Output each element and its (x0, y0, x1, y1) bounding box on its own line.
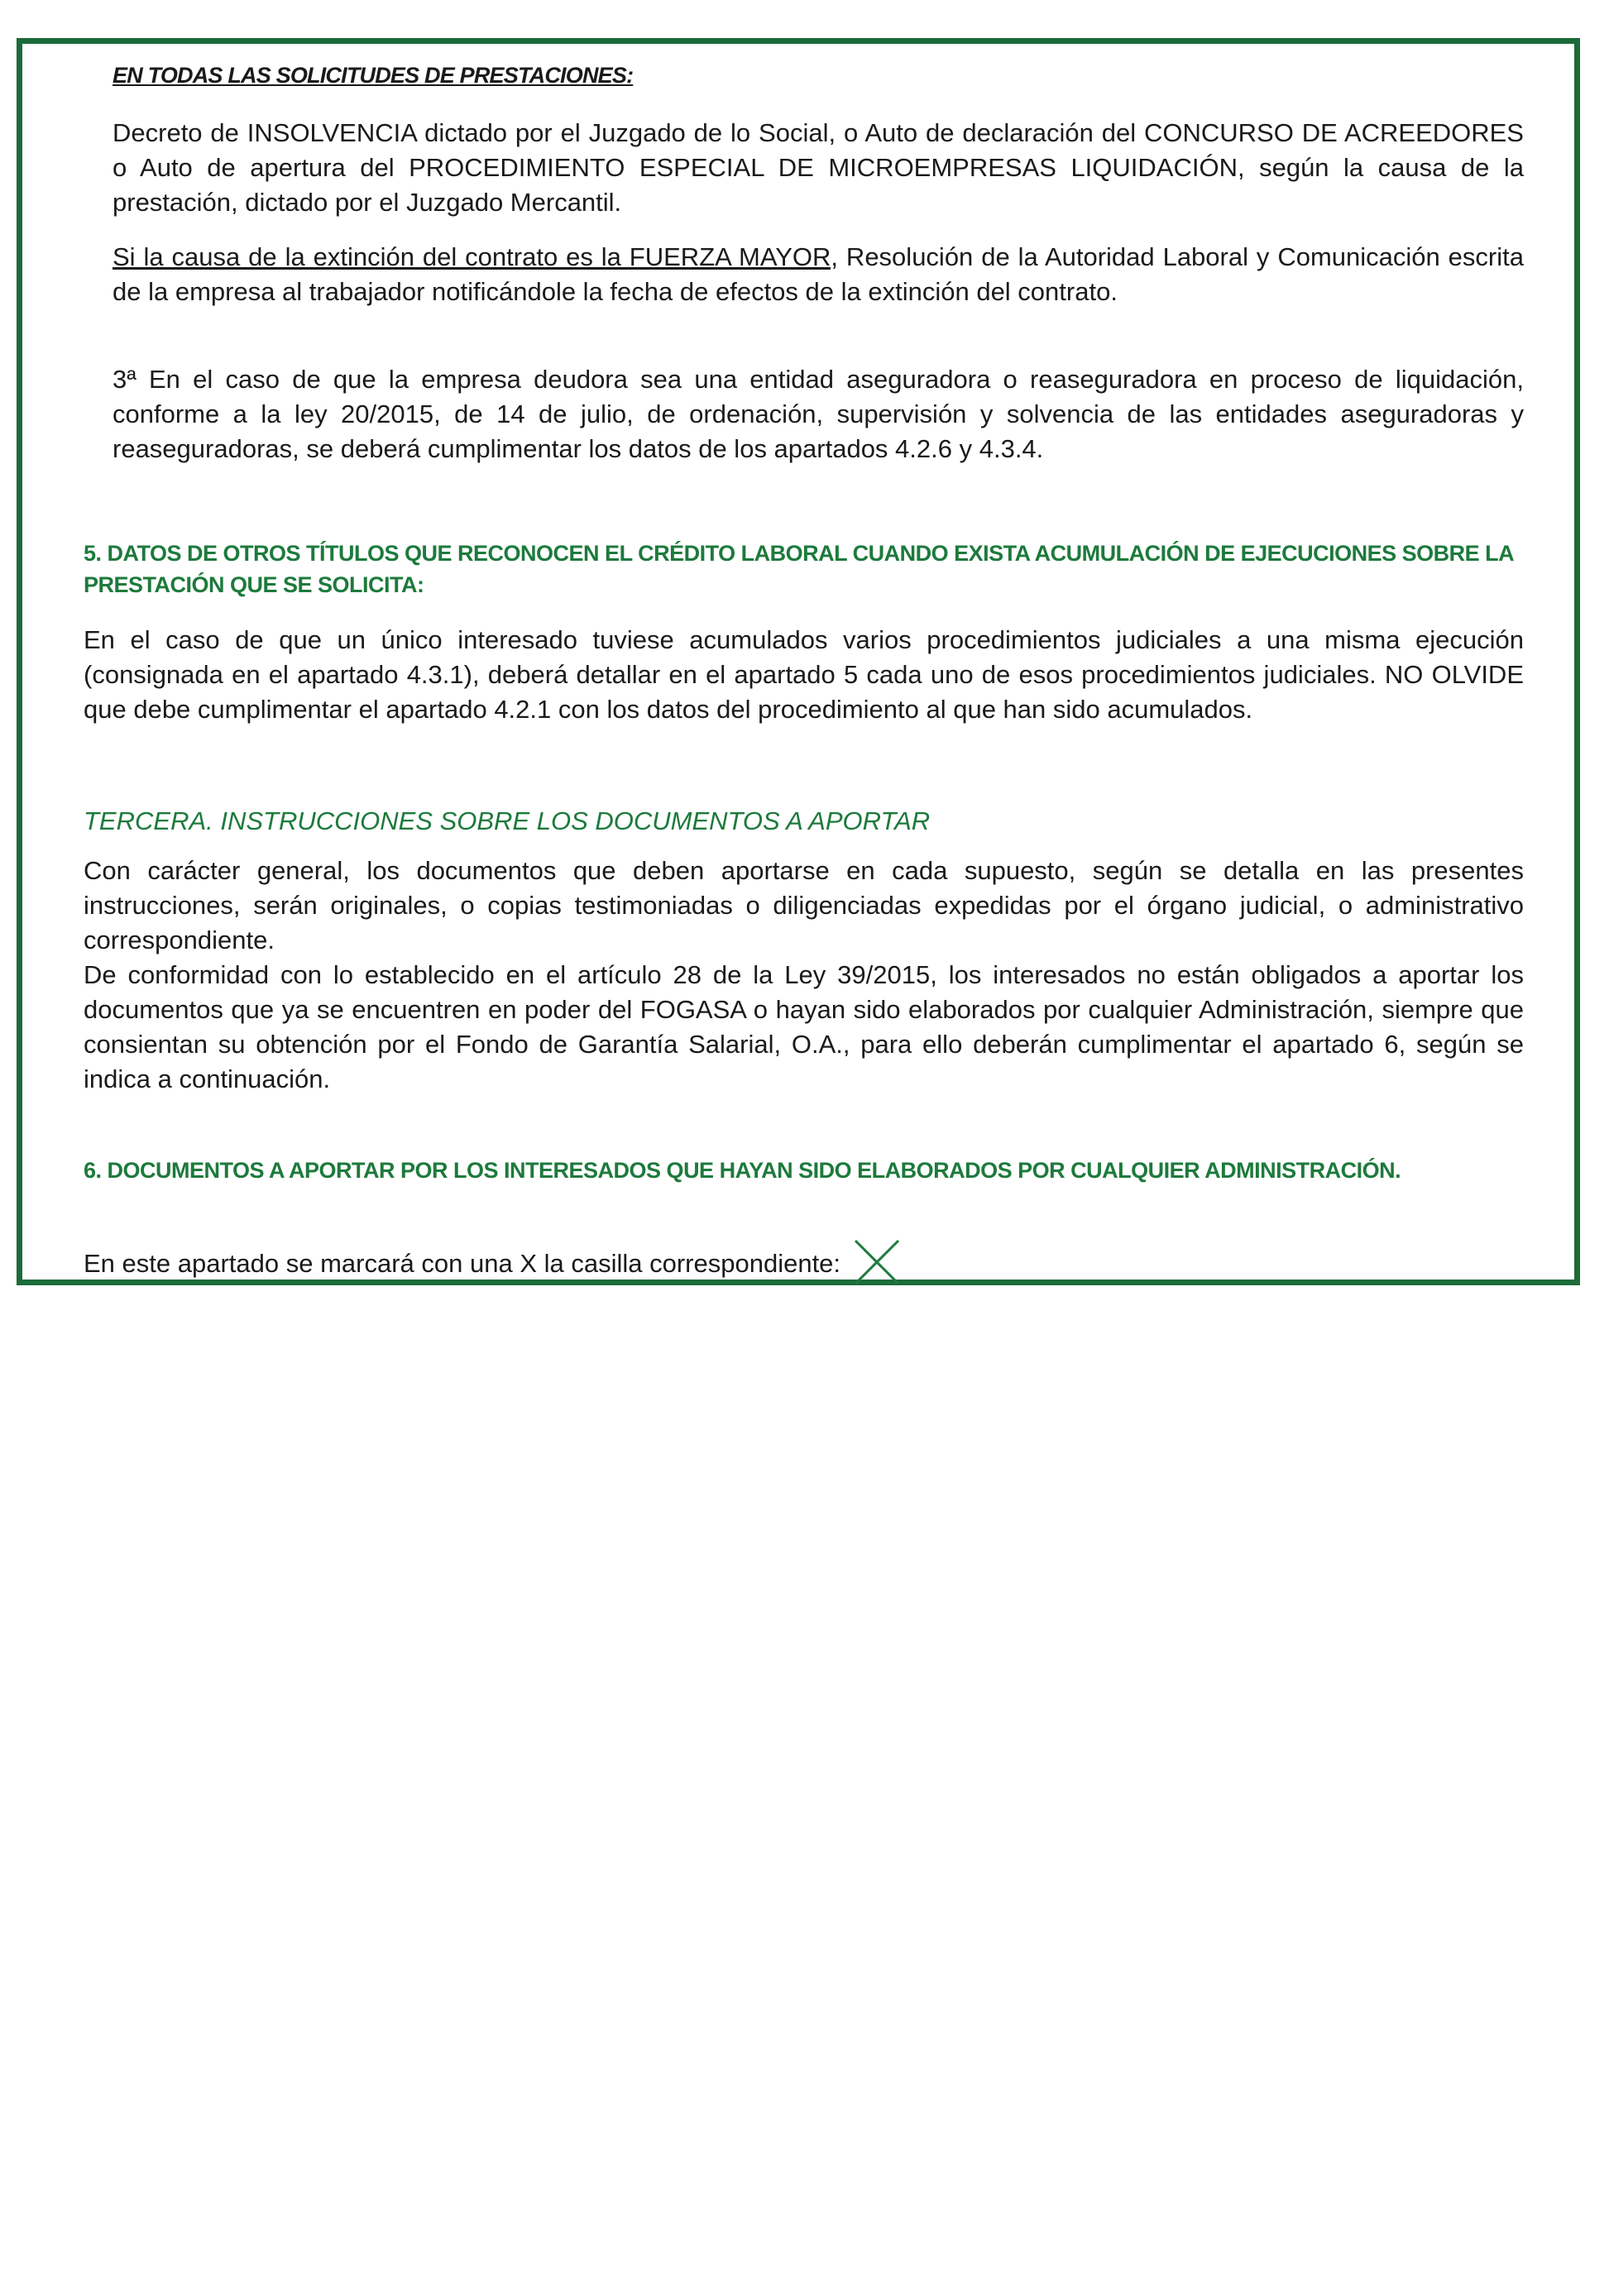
paragraph-insurer-liquidation: 3ª En el caso de que la empresa deudora sea una entidad aseguradora o reaseguradora en proceso de liquidación, conforme a la ley 20/2015, de 14 de julio, de ordenación, supervisión y solvencia de las entidades aseguradoras y reaseguradoras, se deberá cumplimentar los datos de los apartados 4.2.6 y 4.3.4. (113, 365, 1524, 463)
force-majeure-underlined: Si la causa de la extinción del contrato es la FUERZA MAYOR, (113, 242, 839, 271)
force-majeure-rest: Resolución de la Autoridad Laboral y Comunicación escrita de la empresa al trabajador notificándole la fecha de efectos de la extinción del contrato. (113, 242, 1524, 306)
section-5-body: En el caso de que un único interesado tuviese acumulados varios procedimientos judiciales a una misma ejecución (consignada en el apartado 4.3.1), deberá detallar en el apartado 5 cada uno de esos procedimientos judiciales. NO OLVIDE que debe cumplimentar el apartado 4.2.1 con los datos del procedimiento al que han sido acumulados. (84, 625, 1524, 724)
section-5-heading: 5. DATOS DE OTROS TÍTULOS QUE RECONOCEN EL CRÉDITO LABORAL CUANDO EXISTA ACUMULACIÓN DE EJECUCIONES SOBRE LA PRESTACIÓN QUE SE SOLICITA: (84, 541, 1514, 597)
checkbox-instruction-line (84, 1241, 902, 1287)
heading-all-requests: EN TODAS LAS SOLICITUDES DE PRESTACIONES: (113, 63, 634, 88)
tercera-paragraph-general: Con carácter general, los documentos que deben aportarse en cada supuesto, según se detalla en las presentes instrucciones, serán originales, o copias testimoniadas o diligenciadas expedidas por el órgano judicial, o administrativo correspondiente. (84, 856, 1524, 954)
section-6-heading: 6. DOCUMENTOS A APORTAR POR LOS INTERESADOS QUE HAYAN SIDO ELABORADOS POR CUALQUIER ADMINISTRACIÓN. (84, 1158, 1401, 1183)
paragraph-force-majeure (113, 240, 1524, 309)
paragraph-insolvency-decree: Decreto de INSOLVENCIA dictado por el Juzgado de lo Social, o Auto de declaración del CONCURSO DE ACREEDORES o Auto de apertura del PROCEDIMIENTO ESPECIAL DE MICROEMPRESAS LIQUIDACIÓN, según la causa de la prestación, dictado por el Juzgado Mercantil. (113, 118, 1524, 217)
tercera-paragraph-ley-39: De conformidad con lo establecido en el artículo 28 de la Ley 39/2015, los interesados no están obligados a aportar los documentos que ya se encuentren en poder del FOGASA o hayan sido elaborados por cualquier Administración, siempre que consientan su obtención por el Fondo de Garantía Salarial, O.A., para ello deberán cumplimentar el apartado 6, según se indica a continuación. (84, 960, 1524, 1093)
tercera-heading: TERCERA. INSTRUCCIONES SOBRE LOS DOCUMENTOS A APORTAR (84, 806, 931, 835)
checkbox-instruction-text: En este apartado se marcará con una X la casilla correspondiente: (84, 1249, 841, 1278)
checkbox-x-icon[interactable] (852, 1237, 902, 1287)
